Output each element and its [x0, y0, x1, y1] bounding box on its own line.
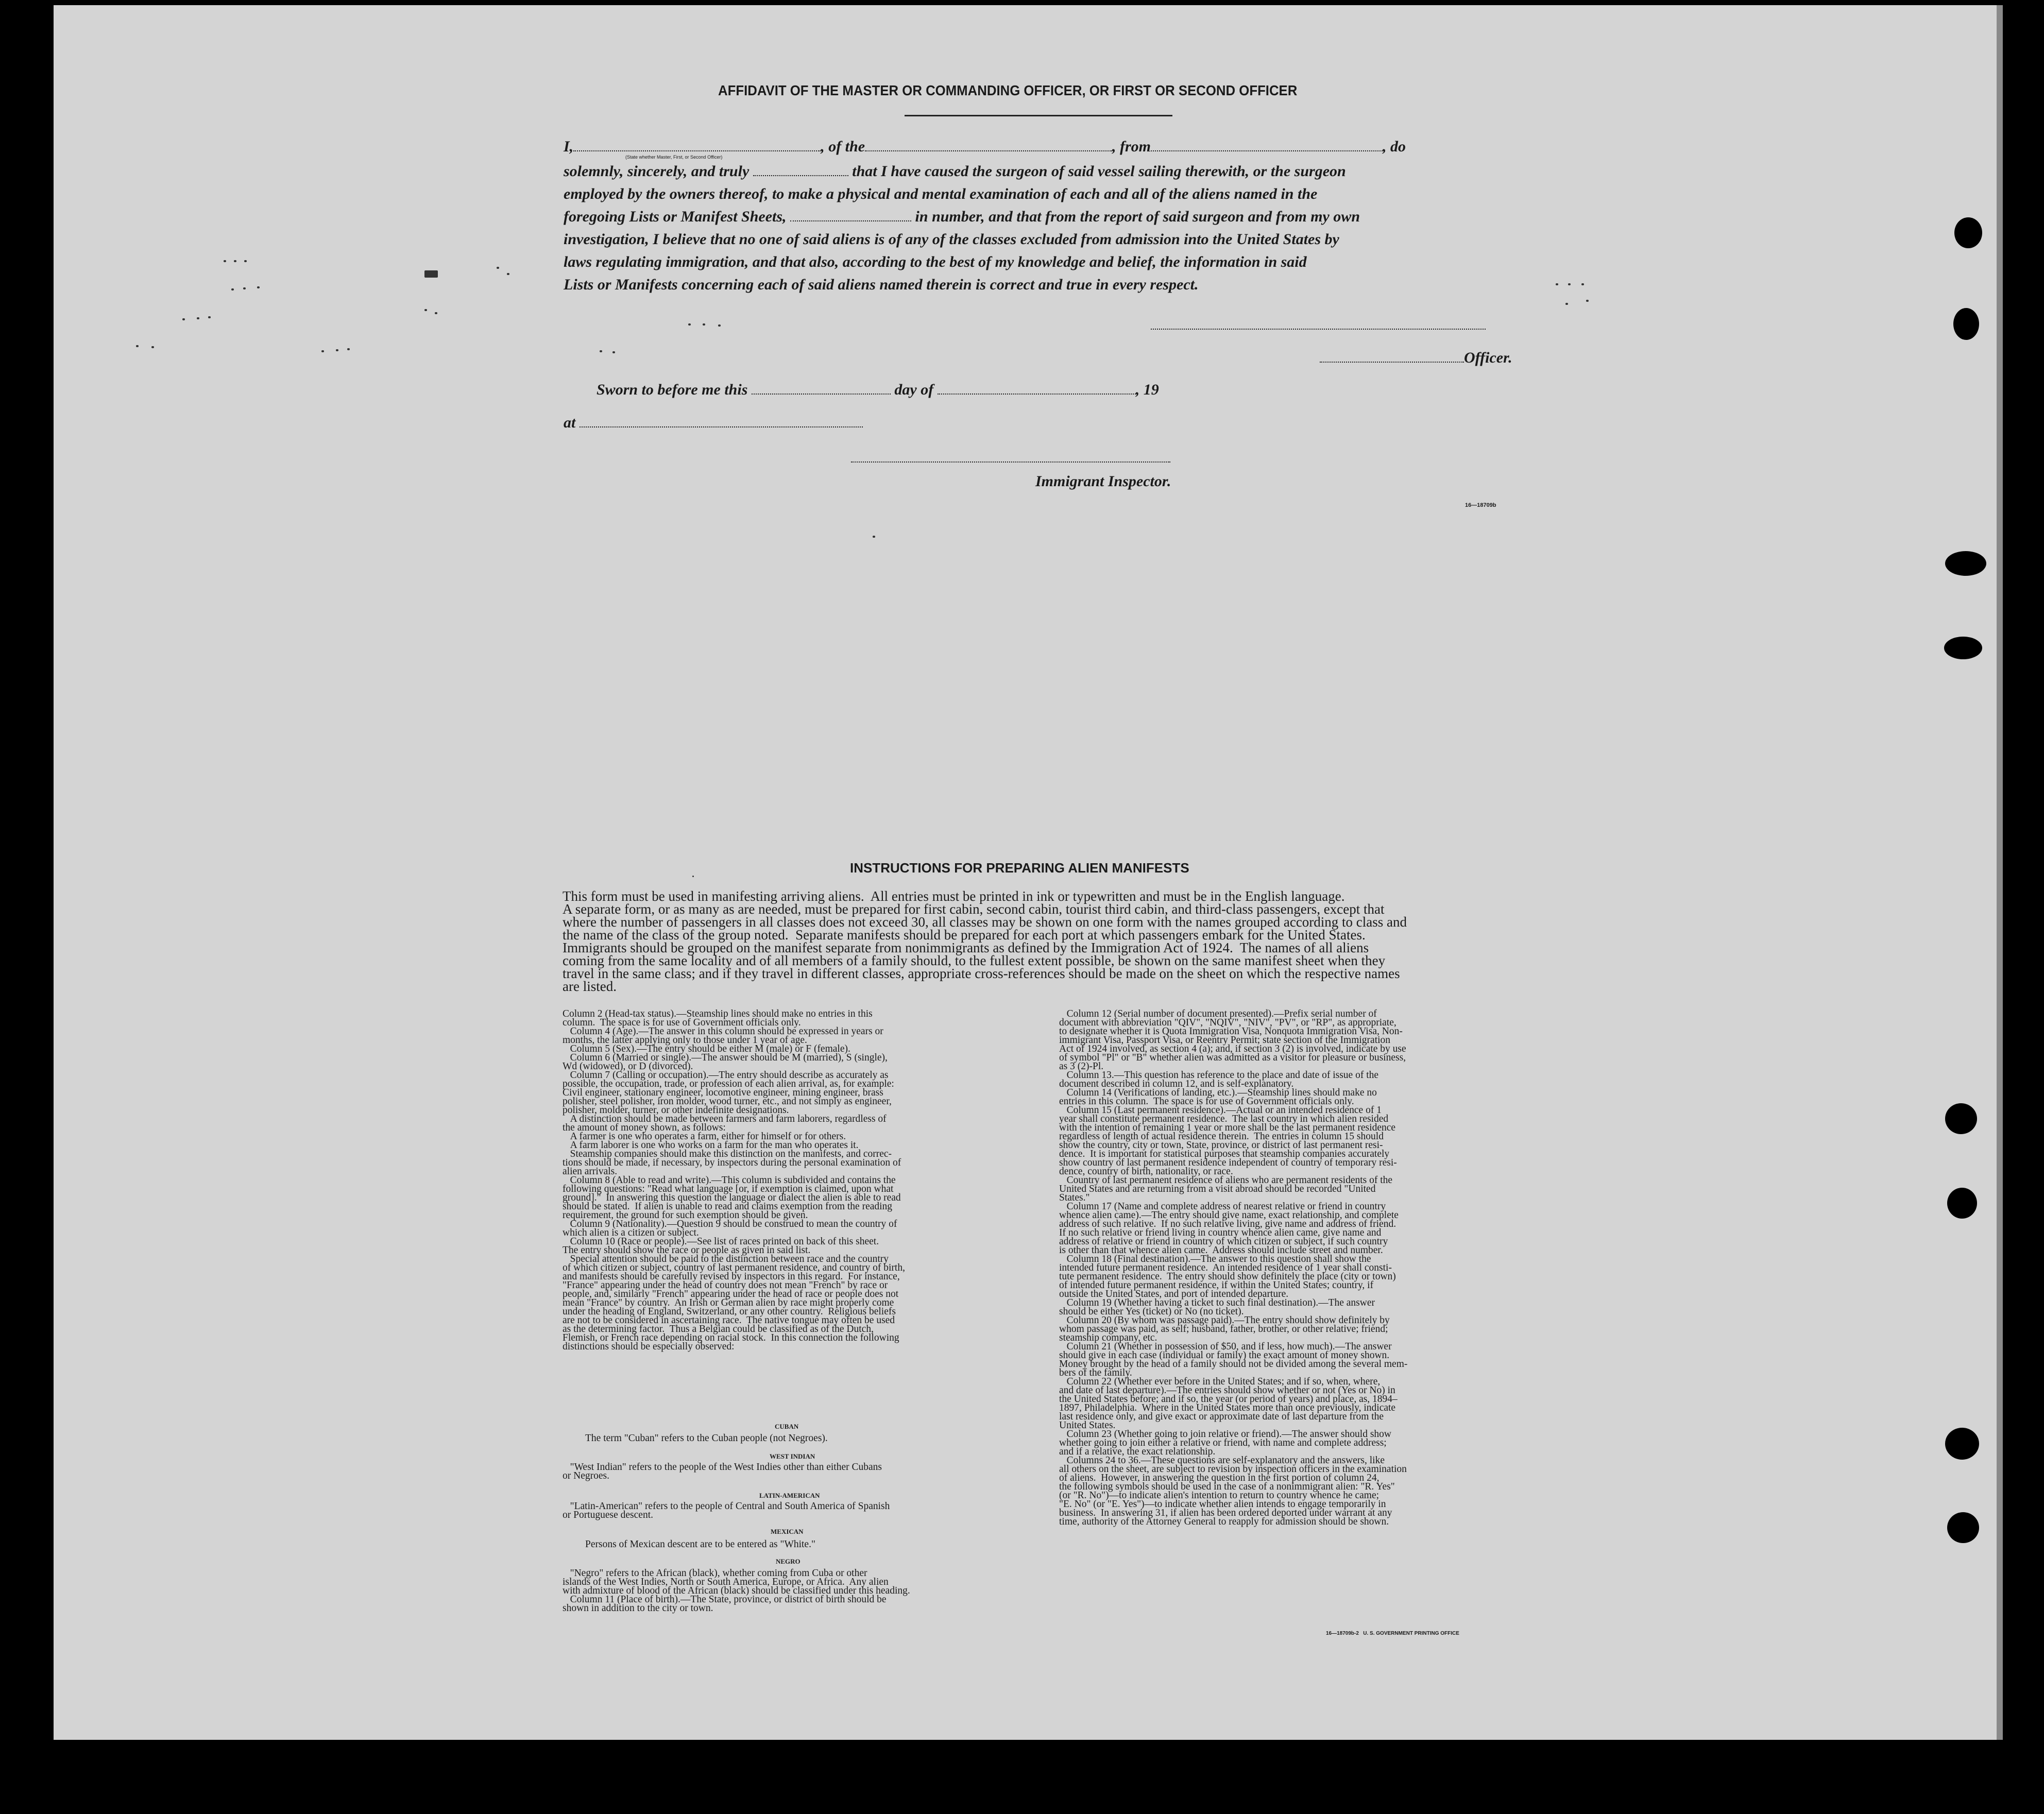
west-indian-text: "West Indian" refers to the people of the West Indies other than either Cubans or Negroes. — [563, 1462, 882, 1481]
latin-american-heading: LATIN-AMERICAN — [759, 1492, 820, 1499]
affidavit-title: AFFIDAVIT OF THE MASTER OR COMMANDING OFFICER, OR FIRST OR SECOND OFFICER — [718, 82, 1298, 98]
text-in-number: in number, and that from the report of said surgeon and from my own — [915, 208, 1360, 225]
document-page — [54, 5, 1997, 1740]
at-label: at — [564, 414, 576, 431]
negro-heading: NEGRO — [776, 1558, 800, 1565]
instructions-left-column: Column 2 (Head-tax status).—Steamship lines should make no entries in this column. The space is for use of Government officials only. Column 4 (Age).—The answer in this column should be expressed in years or months, the latter applying only to those under 1 year of age. Column 5 (Sex).—The entry should be either M (male) or F (female). Column 6 (Married or single).—The answer should be M (married), S (single), Wd (widowed), or D (divorced). Column 7 (Calling or occupation).—The entry should describe as accurately as possible, the occupation, trade, or profession of each alien arrival, as, for example: Civil engineer, stationary engineer, locomotive engineer, mining engineer, brass polisher, steel polisher, iron molder, wood turner, etc., and not simply as engineer, polisher, molder, turner, or other indefinite designations. A distinction should be made between farmers and farm laborers, regardless of the amount of money shown, as follows: A farmer is one who operates a farm, either for himself or for others. A farm laborer is one who works on a farm for the man who operates it. Steamship companies should make this distinction on the manifests, and correc- tions should be made, if necessary, by inspectors during the personal examination of alien arrivals. Column 8 (Able to read and write).—This column is subdivided and contains the following questions: "Read what language [or, if exemption is claimed, upon what ground]." In answering this question the language or dialect the alien is able to read should be stated. If alien is unable to read and claims exemption from the reading requirement, the ground for such exemption should be given. Column 9 (Nationality).—Question 9 should be construed to mean the country of which alien is a citizen or subject. Column 10 (Race or people).—See list of races printed on back of this sheet. The entry should show the race or people as given in said list. Special attention should be paid to the distinction between race and the country of which citizen or subject, country of last permanent residence, and country of birth, and manifests should be carefully revised by inspectors in this regard. For instance, "France" appearing under the head of country does not mean "French" by race or people, and, similarly "French" appearing under the head of race or people does not mean "France" by country. An Irish or German alien by race might properly come under the heading of England, Switzerland, or any other country. Religious beliefs are not to be considered in ascertaining race. The native tongue may often be used as the determining factor. Thus a Belgian could be classified as of the Dutch, Flemish, or French race depending on racial stock. In this connection the following distinctions should be especially observed: — [563, 1008, 905, 1352]
affidavit-line-4 — [564, 208, 1568, 231]
text-i: I, — [564, 138, 574, 155]
instructions-right-column: Column 12 (Serial number of document presented).—Prefix serial number of document with abbreviation "QIV", "NQIV", "NIV", "PV", or "RP", as appropriate, to designate whether it is Quota Immigration Visa, Nonquota Immigration Visa, Non- immigrant Visa, Passport Visa, or Reentry Permit; state section of the Immigration Act of 1924 involved, as section 4 (a); and, if section 3 (2) is involved, indicate by use of symbol "Pl" or "B" whether alien was admitted as a visitor for pleasure or business, as 3 (2)-Pl. Column 13.—This question has reference to the place and date of issue of the document described in column 12, and is self-explanatory. Column 14 (Verifications of landing, etc.).—Steamship lines should make no entries in this column. The space is for use of Government officials only. Column 15 (Last permanent residence).—Actual or an intended residence of 1 year shall constitute permanent residence. The last country in which alien resided with the intention of remaining 1 year or more shall be the last permanent residence regardless of length of actual residence therein. The entries in column 15 should show the country, city or town, State, province, or district of last permanent resi- dence. It is important for statistical purposes that steamship companies accurately show country of last permanent residence independent of country of temporary resi- dence, country of birth, nationality, or race. Country of last permanent residence of aliens who are permanent residents of the United States and are returning from a visit abroad should be recorded "United States." Column 17 (Name and complete address of nearest relative or friend in country whence alien came).—The entry should give name, exact relationship, and complete address of such relative. If no such relative living, give name and address of friend. If no such relative or friend living in country whence alien came, give name and address of relative or friend in country of which citizen or subject, if such country is other than that whence alien came. Address should include street and number. Column 18 (Final destination).—The answer to this question shall show the intended future permanent residence. An intended residence of 1 year shall consti- tute permanent residence. The entry should show definitely the place (city or town) of intended future permanent residence, if within the United States; country, if outside the United States, and port of intended departure. Column 19 (Whether having a ticket to such final destination).—The answer should be either Yes (ticket) or No (no ticket). Column 20 (By whom was passage paid).—The entry should show definitely by whom passage was paid, as self; husband, father, brother, or other relative; friend; steamship company, etc. Column 21 (Whether in possession of $50, and if less, how much).—The answer should give in each case (individual or family) the exact amount of money shown. Money brought by the head of a family should not be divided among the several mem- bers of the family. Column 22 (Whether ever before in the United States; and if so, when, where, and date of last departure).—The entries should show whether or not (Yes or No) in the United States before; and if so, the year (or period of years) and place, as, 1894– 1897, Philadelphia. Where in the United States more than once previously, indicate last residence only, and give exact or approximate date of last departure from the United States. Column 23 (Whether going to join relative or friend).—The answer should show whether going to join either a relative or friend, with name and complete address; and if a relative, the exact relationship. Columns 24 to 36.—These questions are self-explanatory and the answers, like all others on the sheet, are subject to revision by inspection officers in the examination of aliens. However, in answering the question in the first portion of column 24, the following symbols should be used in the case of a nonimmigrant alien: "R. Yes" (or "R. No")—to indicate alien's intention to return to country whence he came; "E. No" (or "E. Yes")—to indicate whether alien intends to engage temporarily in business. In answering 31, if alien has been ordered deported under warrant at any time, authority of the Attorney General to reapply for admission should be shown. — [1059, 1008, 1408, 1527]
affidavit-line-2 — [564, 163, 1568, 185]
binding-hole-6 — [1947, 1188, 1977, 1219]
affidavit-line-6: laws regulating immigration, and that also, according to the best of my knowledge and belief, the information in said — [564, 253, 1307, 270]
printing-office-footer: 16—18709b-2 U. S. GOVERNMENT PRINTING OFFICE — [1326, 1631, 1459, 1636]
officer-sign-row — [1320, 349, 1512, 367]
form-code: 16—18709b — [1465, 502, 1496, 508]
text-from: , from — [1112, 138, 1151, 155]
year-label: , 19 — [1135, 381, 1159, 398]
page-edge-shadow — [1997, 5, 2003, 1740]
officer-rank-note: (State whether Master, First, or Second Officer) — [625, 155, 723, 160]
binding-hole-5 — [1945, 1103, 1977, 1134]
binding-hole-8 — [1947, 1512, 1979, 1543]
text-of-the: , of the — [821, 138, 865, 155]
text-surgeon: that I have caused the surgeon of said vessel sailing therewith, or the surgeon — [852, 163, 1346, 180]
cuban-heading: CUBAN — [775, 1423, 799, 1430]
text-solemnly: solemnly, sincerely, and truly — [564, 163, 750, 180]
title-rule — [905, 115, 1172, 116]
binding-hole-3 — [1945, 551, 1986, 576]
affidavit-line-3: employed by the owners thereof, to make a physical and mental examination of each and all of the aliens named in the — [564, 185, 1318, 202]
officer-label: Officer. — [1464, 349, 1512, 366]
binding-hole-7 — [1945, 1428, 1979, 1460]
negro-text: "Negro" refers to the African (black), whether coming from Cuba or other islands of the West Indies, North or South America, Europe, or Africa. Any alien with admixture of blood of the African (black) should be classified under this heading. Column 11 (Place of birth).—The State, province, or district of birth should be shown in addition to the city or town. — [563, 1568, 910, 1614]
instructions-intro: This form must be used in manifesting arriving aliens. All entries must be printed in ink or typewritten and must be in the English language. A separate form, or as many as are needed, must be prepared for first cabin, second cabin, tourist third cabin, and third-class passengers, except that where the number of passengers in all classes does not exceed 30, all classes may be shown on one form with the names grouped according to class and the name of the class of the group noted. Separate manifests should be prepared for each port at which passengers embark for the United States. Immigrants should be grouped on the manifest separate from nonimmigrants as defined by the Immigration Act of 1924. The names of all aliens coming from the same locality and of all members of a family should, to the fullest extent possible, be shown on the same manifest sheet when they travel in the same class; and if they travel in different classes, appropriate cross-references should be made on the sheet on which the respective names are listed. — [563, 888, 1407, 994]
at-row — [564, 414, 863, 432]
binding-hole-4 — [1944, 637, 1982, 659]
day-of-label: day of — [894, 381, 934, 398]
text-foregoing: foregoing Lists or Manifest Sheets, — [564, 208, 787, 225]
text-do: , do — [1383, 138, 1406, 155]
west-indian-heading: WEST INDIAN — [770, 1452, 815, 1460]
signature-line-1 — [1151, 329, 1486, 330]
latin-american-text: "Latin-American" refers to the people of Central and South America of Spanish or Portuguese descent. — [563, 1501, 890, 1520]
mexican-heading: MEXICAN — [771, 1528, 804, 1535]
affidavit-line-7: Lists or Manifests concerning each of said aliens named therein is correct and true in every respect. — [564, 276, 1199, 293]
binding-hole-1 — [1954, 217, 1982, 248]
sworn-row — [597, 381, 1159, 399]
affidavit-line-5: investigation, I believe that no one of said aliens is of any of the classes excluded from admission into the United States by — [564, 231, 1339, 248]
mexican-text: Persons of Mexican descent are to be entered as "White." — [585, 1539, 815, 1550]
inspector-label: Immigrant Inspector. — [1035, 473, 1171, 490]
cuban-text: The term "Cuban" refers to the Cuban people (not Negroes). — [585, 1433, 828, 1444]
signature-line-2 — [851, 461, 1170, 463]
sworn-label: Sworn to before me this — [597, 381, 748, 398]
instructions-title: INSTRUCTIONS FOR PREPARING ALIEN MANIFESTS — [850, 860, 1189, 876]
binding-hole-2 — [1953, 308, 1979, 340]
